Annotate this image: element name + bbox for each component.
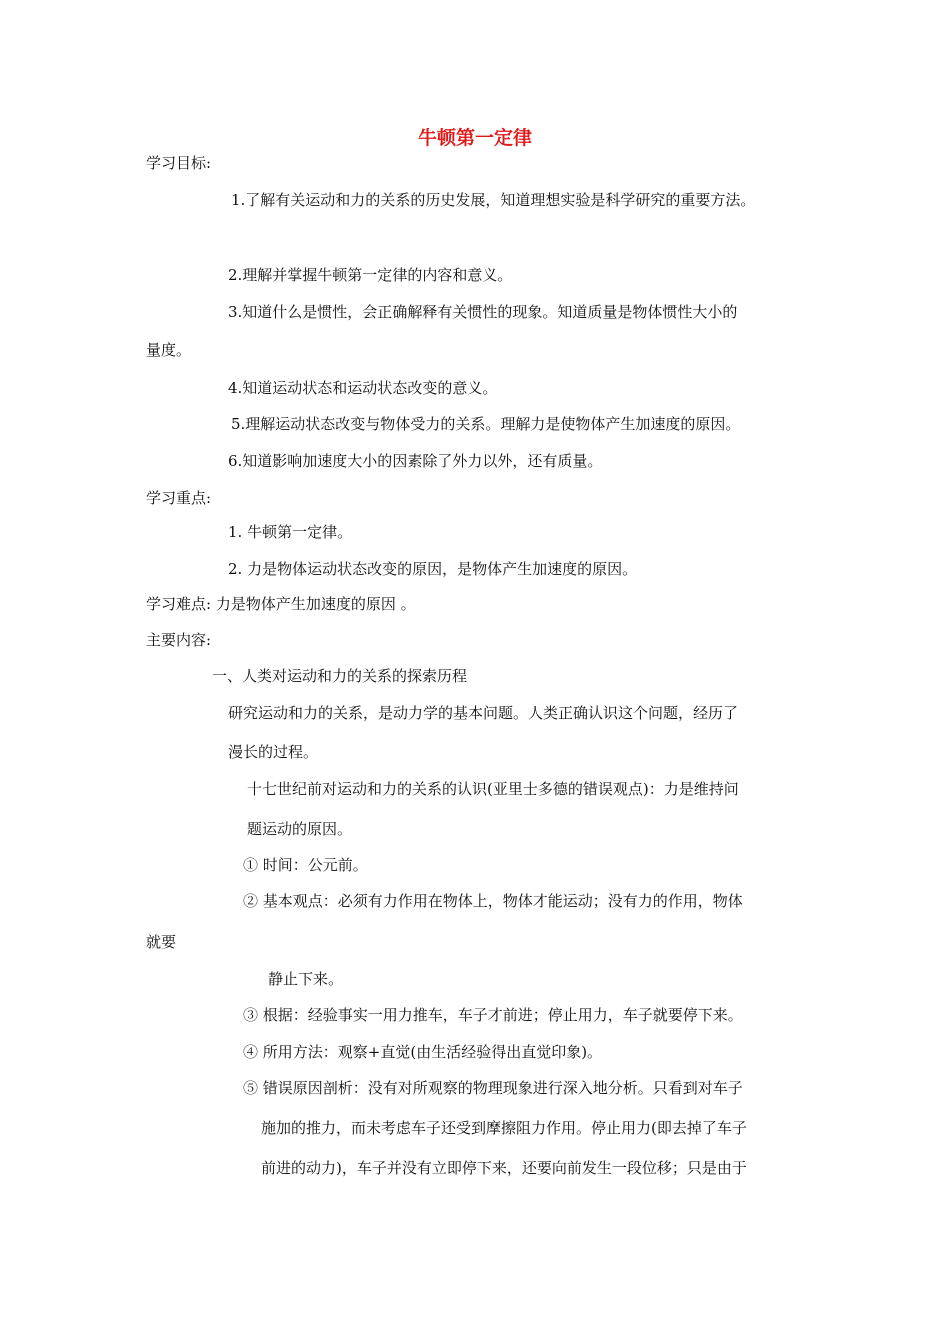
list-item: ② 基本观点：必须有力作用在物体上，物体才能运动；没有力的作用，物体 — [243, 892, 743, 910]
list-item: ① 时间：公元前。 — [243, 856, 368, 874]
goal-item: 4.知道运动状态和运动状态改变的意义。 — [228, 379, 498, 397]
goal-item: 6.知道影响加速度大小的因素除了外力以外，还有质量。 — [228, 452, 603, 470]
paragraph-line: 就要 — [146, 933, 177, 951]
goals-heading: 学习目标: — [146, 154, 212, 172]
goal-item: 2.理解并掌握牛顿第一定律的内容和意义。 — [228, 266, 513, 284]
document-title: 牛顿第一定律 — [417, 127, 532, 149]
paragraph-line: 漫长的过程。 — [228, 743, 319, 761]
paragraph-line: 题运动的原因。 — [247, 820, 353, 838]
goal-item: 3.知道什么是惯性，会正确解释有关惯性的现象。知道质量是物体惯性大小的 — [228, 303, 738, 321]
section-heading: 一、人类对运动和力的关系的探索历程 — [212, 667, 468, 685]
goal-item-continuation: 量度。 — [146, 341, 192, 359]
key-point-item: 2. 力是物体运动状态改变的原因，是物体产生加速度的原因。 — [228, 560, 638, 578]
key-point-item: 1. 牛顿第一定律。 — [228, 523, 353, 541]
paragraph-line: 十七世纪前对运动和力的关系的认识(亚里士多德的错误观点)：力是维持问 — [247, 780, 739, 798]
paragraph-line: 静止下来。 — [268, 970, 344, 988]
list-item: ④ 所用方法：观察+直觉(由生活经验得出直觉印象)。 — [243, 1043, 603, 1061]
list-item: ③ 根据：经验事实一用力推车，车子才前进；停止用力，车子就要停下来。 — [243, 1006, 743, 1024]
goal-item: 1.了解有关运动和力的关系的历史发展，知道理想实验是科学研究的重要方法。 — [231, 191, 756, 209]
goal-item: 5.理解运动状态改变与物体受力的关系。理解力是使物体产生加速度的原因。 — [231, 415, 741, 433]
list-item: ⑤ 错误原因剖析：没有对所观察的物理现象进行深入地分析。只看到对车子 — [243, 1079, 743, 1097]
paragraph-line: 前进的动力)，车子并没有立即停下来，还要向前发生一段位移；只是由于 — [261, 1159, 747, 1177]
content-heading: 主要内容: — [146, 631, 212, 649]
difficulty-line: 学习难点: 力是物体产生加速度的原因 。 — [146, 595, 416, 613]
key-points-heading: 学习重点: — [146, 489, 212, 507]
paragraph-line: 施加的推力，而未考虑车子还受到摩擦阻力作用。停止用力(即去掉了车子 — [261, 1119, 747, 1137]
paragraph-line: 研究运动和力的关系，是动力学的基本问题。人类正确认识这个问题，经历了 — [228, 704, 739, 722]
